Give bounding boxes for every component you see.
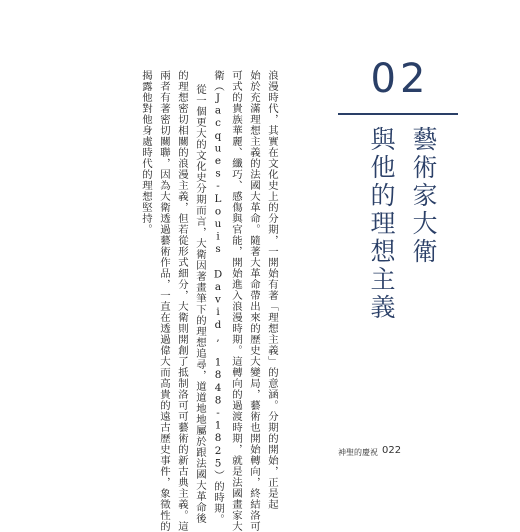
body-column-8: 揭露他對他身處時代的理想堅持。 (140, 70, 152, 235)
title-rule (338, 113, 458, 115)
body-column-4: 衛（Jacques-Louis David, 1848-1825）的時期。 (212, 70, 224, 525)
body-column-5: 從一個更大的文化史分期而言，大衛因著畫筆下的理想追尋，道道地地屬於跟法國大革命後 (194, 84, 206, 524)
running-footer-title: 神聖的慶祝 (338, 448, 378, 457)
body-column-2: 始於充滿理想主義的法國大革命。隨著大革命帶出來的歷史大變局，藝術也開始轉向，終結洛可 (248, 70, 260, 532)
body-column-3: 可式的貴族華麗、纖巧、感傷與官能，開始進入浪漫時期。這轉向的過渡時期，就是法國畫家大 (230, 70, 242, 532)
chapter-title-line-2: 與他的理想主義 (367, 126, 396, 322)
body-column-7: 兩者有著密切關聯，因為大衛透過藝術作品，一直在透過偉大而高貴的遠古歷史事件，象徵性的 (158, 70, 170, 532)
page-number: 022 (382, 445, 402, 456)
body-column-1: 浪漫時代，其實在文化史上的分期，一開始有著「理想主義」的意涵。分期的開始，正是起 (266, 70, 278, 510)
chapter-number: 02 (370, 56, 430, 102)
chapter-title-line-1: 藝術家大衛 (409, 126, 438, 266)
body-column-6: 的理想密切相關的浪漫主義，但若從形式細分，大衛則開創了抵制洛可可藝術的新古典主義。這 (176, 70, 188, 532)
